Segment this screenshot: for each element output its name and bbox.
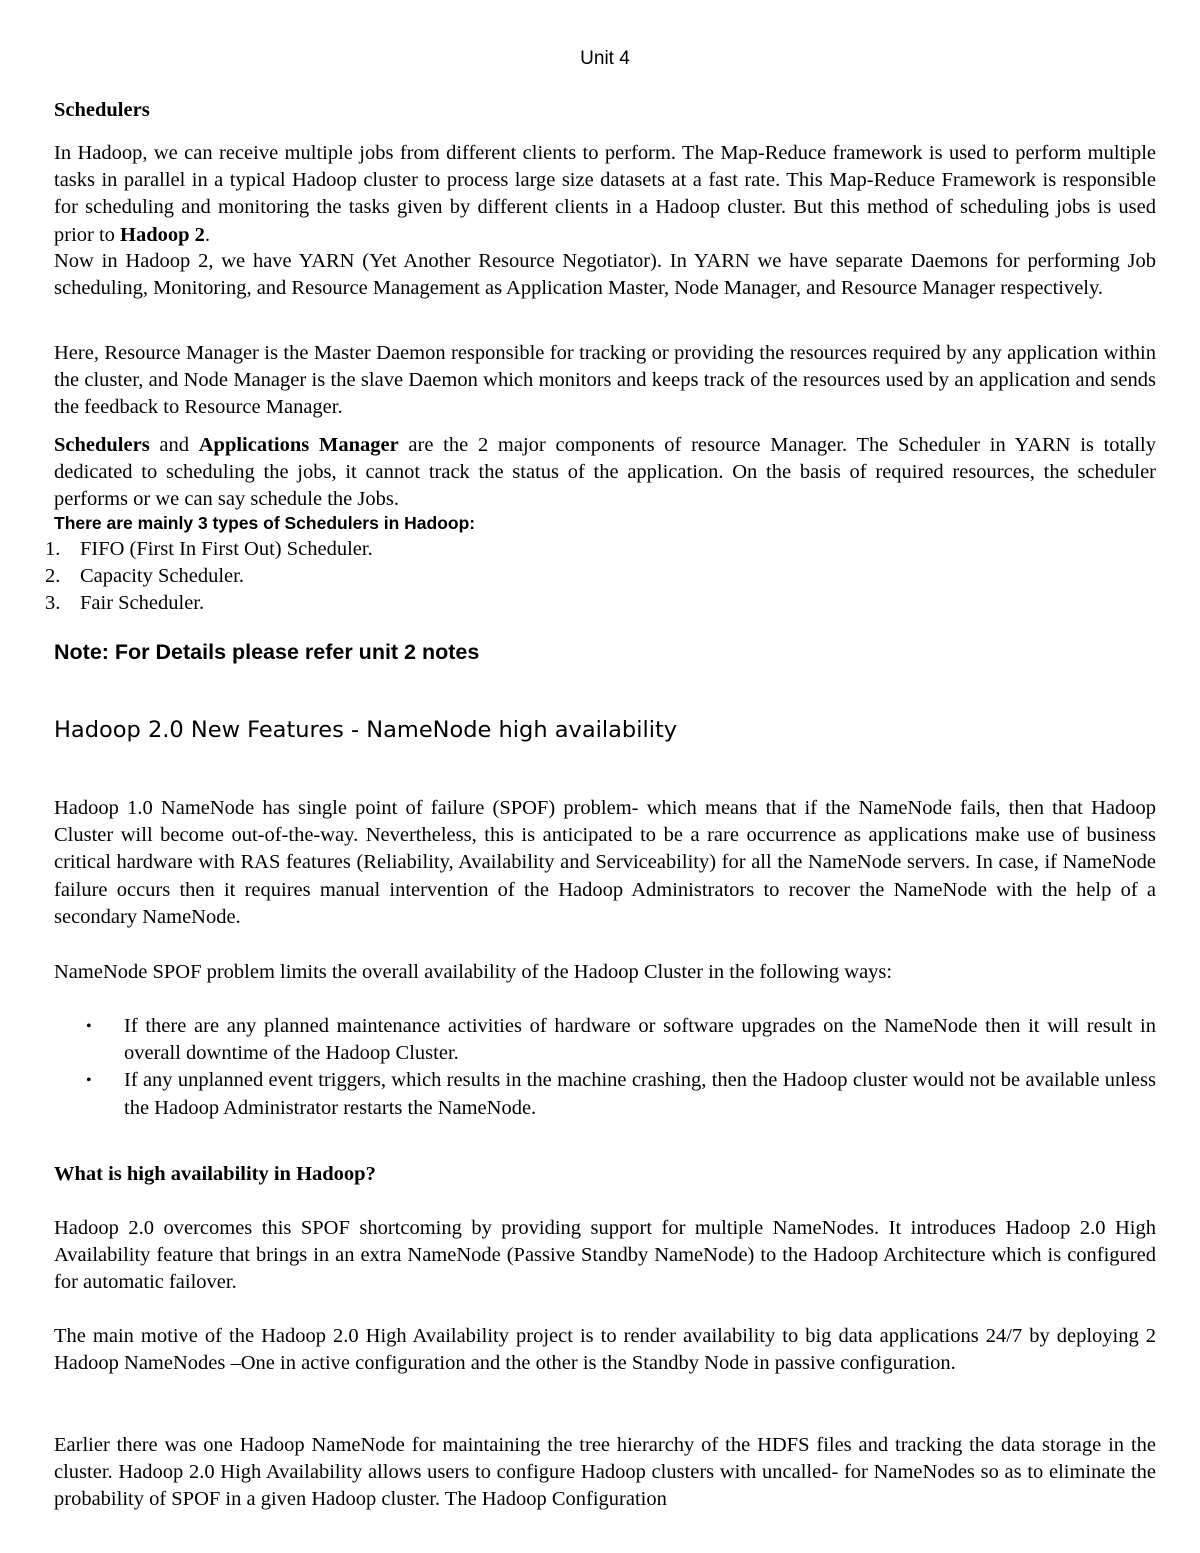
- scheduler-types-list: [45, 536, 373, 617]
- schedulers-bold: Schedulers: [54, 434, 150, 456]
- list-item-label: Fair Scheduler.: [80, 592, 205, 614]
- list-item-label: FIFO (First In First Out) Scheduler.: [80, 538, 373, 560]
- schedulers-paragraph-4: [54, 432, 1156, 514]
- ha-paragraph-2: NameNode SPOF problem limits the overall availability of the Hadoop Cluster in the following ways:: [54, 961, 893, 983]
- and-text: and: [149, 434, 199, 456]
- hadoop-2-bold: Hadoop 2: [120, 223, 205, 246]
- list-item: [45, 536, 373, 563]
- list-item: [45, 563, 373, 590]
- schedulers-heading: Schedulers: [54, 99, 150, 121]
- page-title: Unit 4: [580, 48, 630, 69]
- list-item-text: If any unplanned event triggers, which results in the machine crashing, then the Hadoop cluster would not be available unless the Hadoop Administrator restarts the NameNode.: [124, 1069, 1156, 1119]
- list-item-text: If there are any planned maintenance activities of hardware or software upgrades on the NameNode then it will result in overall downtime of the Hadoop Cluster.: [124, 1015, 1156, 1065]
- list-item: [54, 1013, 1156, 1067]
- list-number: 1.: [45, 538, 61, 560]
- ha-paragraph-1: Hadoop 1.0 NameNode has single point of failure (SPOF) problem- which means that if the NameNode fails, then that Hadoop Cluster will become out-of-the-way. Nevertheless, this is anticipated to be a rare occurrence as applications make use of business critical hardware with RAS features (Reliability, Availability and Serviceability) for all the NameNode servers. In case, if NameNode failure occurs then it requires manual intervention of the Hadoop Administrators to recover the NameNode with the help of a secondary NameNode.: [54, 797, 1156, 928]
- schedulers-paragraph-1-text: In Hadoop, we can receive multiple jobs from different clients to perform. The Map-Reduce framework is used to perform multiple tasks in parallel in a typical Hadoop cluster to process large size datasets at a fast rate. This Map-Reduce Framework is responsible for scheduling and monitoring the tasks given by different clients in a Hadoop cluster. But this method of scheduling jobs is used prior to: [54, 142, 1156, 246]
- spof-impact-list: [54, 1013, 1156, 1122]
- scheduler-types-heading: There are mainly 3 types of Schedulers in Hadoop:: [54, 513, 476, 533]
- list-item: [54, 1067, 1156, 1121]
- list-item: [45, 590, 373, 617]
- schedulers-paragraph-4-text: are the 2 major components of resource Manager. The Scheduler in YARN is totally dedicated to scheduling the jobs, it cannot track the status of the application. On the basis of required resources, the scheduler performs or we can say schedule the Jobs.: [54, 434, 1156, 511]
- list-number: 2.: [45, 565, 61, 587]
- ha-paragraph-5: Earlier there was one Hadoop NameNode for maintaining the tree hierarchy of the HDFS files and tracking the data storage in the cluster. Hadoop 2.0 High Availability allows users to configure Hadoop clusters with uncalled- for NameNodes so as to eliminate the probability of SPOF in a given Hadoop cluster. The Hadoop Configuration: [54, 1434, 1156, 1511]
- ha-paragraph-3: Hadoop 2.0 overcomes this SPOF shortcoming by providing support for multiple NameNodes. It introduces Hadoop 2.0 High Availability feature that brings in an extra NameNode (Passive Standby NameNode) to the Hadoop Architecture which is configured for automatic failover.: [54, 1217, 1156, 1294]
- bullet-icon: •: [86, 1072, 92, 1090]
- schedulers-paragraph-1-end: .: [204, 223, 211, 246]
- schedulers-paragraph-1: [54, 140, 1156, 249]
- list-item-label: Capacity Scheduler.: [80, 565, 244, 587]
- list-number: 3.: [45, 592, 61, 614]
- schedulers-paragraph-2: Now in Hadoop 2, we have YARN (Yet Another Resource Negotiator). In YARN we have separate Daemons for performing Job scheduling, Monitoring, and Resource Management as Application Master, Node Manager, and Resource Manager respectively.: [54, 250, 1156, 300]
- ha-section-title: Hadoop 2.0 New Features - NameNode high availability: [54, 717, 678, 743]
- note-text: Note: For Details please refer unit 2 notes: [54, 640, 480, 664]
- schedulers-paragraph-3: Here, Resource Manager is the Master Daemon responsible for tracking or providing the resources required by any application within the cluster, and Node Manager is the slave Daemon which monitors and keeps track of the resources used by an application and sends the feedback to Resource Manager.: [54, 342, 1156, 419]
- ha-paragraph-4: The main motive of the Hadoop 2.0 High Availability project is to render availability to big data applications 24/7 by deploying 2 Hadoop NameNodes –One in active configuration and the other is the Standby Node in passive configuration.: [54, 1325, 1156, 1375]
- bullet-icon: •: [86, 1018, 92, 1035]
- what-is-ha-heading: What is high availability in Hadoop?: [54, 1163, 376, 1185]
- applications-manager-bold: Applications Manager: [198, 434, 399, 456]
